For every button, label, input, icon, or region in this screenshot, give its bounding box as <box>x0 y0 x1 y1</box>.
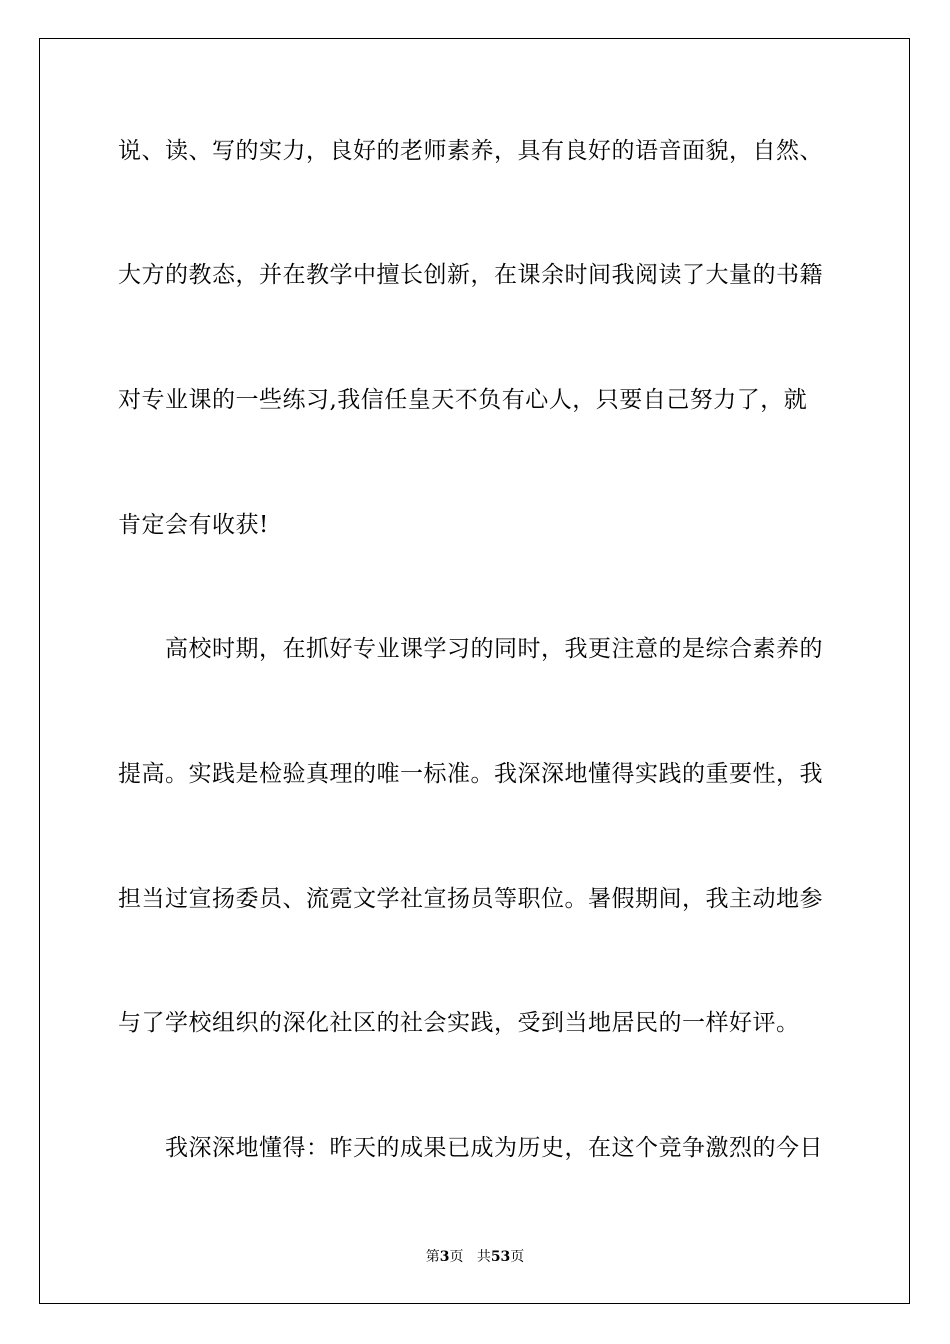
page-prefix: 第 <box>425 1249 440 1265</box>
text-line: 肯定会有收获! <box>118 512 269 538</box>
text-line: 提高。实践是检验真理的唯一标准。我深深地懂得实践的重要性，我 <box>118 761 823 787</box>
page-frame <box>39 38 910 1304</box>
total-suffix: 页 <box>510 1249 525 1265</box>
text-line: 担当过宣扬委员、流霓文学社宣扬员等职位。暑假期间，我主动地参 <box>118 886 823 912</box>
text-line: 对专业课的一些练习,我信任皇天不负有心人，只要自己努力了，就 <box>118 387 808 413</box>
total-prefix: 共 <box>476 1249 491 1265</box>
text-line: 与了学校组织的深化社区的社会实践，受到当地居民的一样好评。 <box>118 1010 800 1036</box>
paragraph-first-line: 高校时期，在抓好专业课学习的同时，我更注意的是综合素养的 <box>165 636 823 662</box>
page-number: 3 <box>439 1249 450 1265</box>
text-line: 说、读、写的实力，良好的老师素养，具有良好的语音面貌，自然、 <box>118 138 823 164</box>
paragraph-first-line: 我深深地懂得：昨天的成果已成为历史，在这个竞争激烈的今日 <box>165 1135 823 1161</box>
page-suffix: 页 <box>449 1249 464 1265</box>
text-line: 大方的教态，并在教学中擅长创新，在课余时间我阅读了大量的书籍 <box>118 262 823 288</box>
total-pages: 53 <box>490 1249 511 1265</box>
page-footer <box>0 1247 950 1267</box>
